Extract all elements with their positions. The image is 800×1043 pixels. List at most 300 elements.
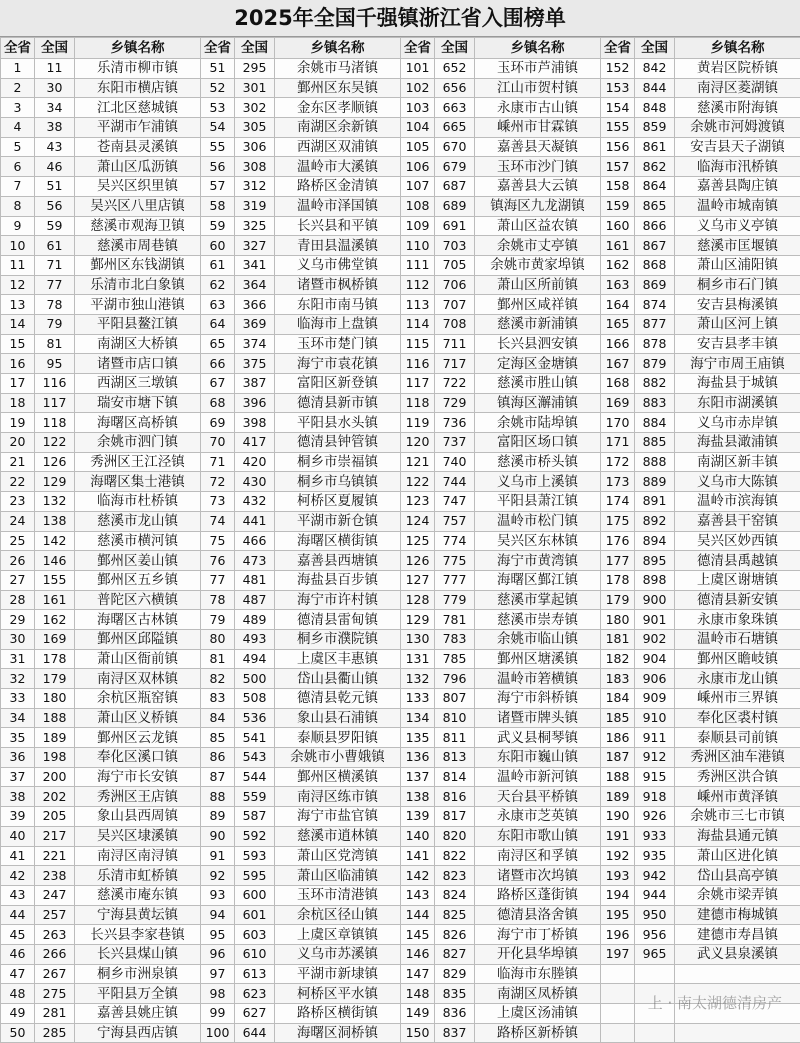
town-name: 海宁市袁花镇 [275,354,401,374]
town-name: 临海市上盘镇 [275,314,401,334]
town-name [675,984,800,1004]
national-rank: 935 [635,846,675,866]
province-rank: 41 [1,846,35,866]
town-name: 南浔区菱湖镇 [675,78,800,98]
province-rank: 2 [1,78,35,98]
province-rank [601,1023,635,1043]
national-rank: 117 [35,393,75,413]
province-rank: 161 [601,236,635,256]
province-rank: 145 [401,925,435,945]
ranking-table [0,37,800,1043]
national-rank: 656 [435,78,475,98]
town-name: 平阳县鳌江镇 [75,314,201,334]
table-row [1,492,800,512]
province-rank: 3 [1,98,35,118]
town-name: 海盐县百步镇 [275,570,401,590]
province-rank: 158 [601,177,635,197]
town-name: 青田县温溪镇 [275,236,401,256]
province-rank: 150 [401,1023,435,1043]
header-nat-rank: 全国 [35,38,75,59]
town-name: 秀洲区王店镇 [75,787,201,807]
town-name: 秀洲区王江泾镇 [75,452,201,472]
table-row [1,905,800,925]
national-rank: 915 [635,767,675,787]
province-rank: 114 [401,314,435,334]
town-name: 安吉县孝丰镇 [675,334,800,354]
province-rank: 136 [401,748,435,768]
province-rank: 177 [601,551,635,571]
province-rank: 29 [1,610,35,630]
national-rank: 891 [635,492,675,512]
town-name: 鄞州区云龙镇 [75,728,201,748]
town-name: 路桥区蓬街镇 [475,885,601,905]
town-name: 温岭市泽国镇 [275,196,401,216]
town-name: 乐清市虹桥镇 [75,866,201,886]
national-rank: 703 [435,236,475,256]
province-rank: 139 [401,807,435,827]
national-rank: 910 [635,708,675,728]
town-name: 嘉善县天凝镇 [475,137,601,157]
province-rank: 119 [401,413,435,433]
town-name: 海宁市盐官镇 [275,807,401,827]
province-rank: 117 [401,374,435,394]
table-row [1,1023,800,1043]
national-rank: 312 [235,177,275,197]
province-rank: 25 [1,531,35,551]
national-rank: 544 [235,767,275,787]
national-rank: 894 [635,531,675,551]
town-name: 萧山区进化镇 [675,846,800,866]
province-rank: 192 [601,846,635,866]
province-rank: 156 [601,137,635,157]
town-name: 桐乡市濮院镇 [275,629,401,649]
national-rank: 817 [435,807,475,827]
national-rank: 275 [35,984,75,1004]
national-rank: 911 [635,728,675,748]
national-rank: 38 [35,118,75,138]
page-title: 2025年全国千强镇浙江省入围榜单 [0,0,800,37]
province-rank [601,964,635,984]
national-rank: 933 [635,826,675,846]
national-rank: 878 [635,334,675,354]
town-name: 余杭区径山镇 [275,905,401,925]
province-rank: 130 [401,629,435,649]
province-rank: 91 [201,846,235,866]
province-rank: 22 [1,472,35,492]
national-rank: 906 [635,669,675,689]
national-rank: 79 [35,314,75,334]
national-rank: 869 [635,275,675,295]
province-rank: 61 [201,255,235,275]
province-rank: 182 [601,649,635,669]
national-rank: 494 [235,649,275,669]
national-rank: 420 [235,452,275,472]
table-row [1,216,800,236]
town-name: 东阳市横店镇 [75,78,201,98]
province-rank: 79 [201,610,235,630]
town-name: 萧山区益农镇 [475,216,601,236]
town-name: 诸暨市牌头镇 [475,708,601,728]
town-name: 平湖市新仓镇 [275,511,401,531]
national-rank: 737 [435,433,475,453]
town-name: 嘉善县西塘镇 [275,551,401,571]
town-name: 鄞州区五乡镇 [75,570,201,590]
national-rank: 868 [635,255,675,275]
town-name: 吴兴区妙西镇 [675,531,800,551]
town-name: 德清县钟管镇 [275,433,401,453]
province-rank: 44 [1,905,35,925]
table-row [1,452,800,472]
national-rank: 705 [435,255,475,275]
town-name: 吴兴区八里店镇 [75,196,201,216]
town-name: 秀洲区洪合镇 [675,767,800,787]
town-name: 鄞州区横溪镇 [275,767,401,787]
table-row [1,964,800,984]
province-rank: 14 [1,314,35,334]
town-name: 奉化区溪口镇 [75,748,201,768]
table-row [1,866,800,886]
town-name: 嘉善县干窑镇 [675,511,800,531]
province-rank: 33 [1,689,35,709]
town-name: 桐乡市乌镇镇 [275,472,401,492]
province-rank: 31 [1,649,35,669]
national-rank: 627 [235,1004,275,1024]
national-rank: 198 [35,748,75,768]
town-name: 普陀区六横镇 [75,590,201,610]
national-rank: 736 [435,413,475,433]
town-name: 上虞区谢塘镇 [675,570,800,590]
province-rank: 55 [201,137,235,157]
national-rank: 708 [435,314,475,334]
province-rank: 23 [1,492,35,512]
town-name: 乐清市柳市镇 [75,59,201,79]
province-rank: 197 [601,944,635,964]
national-rank [635,1023,675,1043]
province-rank: 95 [201,925,235,945]
town-name: 玉环市楚门镇 [275,334,401,354]
national-rank: 652 [435,59,475,79]
national-rank: 341 [235,255,275,275]
town-name: 象山县石浦镇 [275,708,401,728]
national-rank: 267 [35,964,75,984]
province-rank: 129 [401,610,435,630]
national-rank: 889 [635,472,675,492]
province-rank: 68 [201,393,235,413]
town-name: 江北区慈城镇 [75,98,201,118]
province-rank: 126 [401,551,435,571]
province-rank: 170 [601,413,635,433]
town-name: 天台县平桥镇 [475,787,601,807]
national-rank: 205 [35,807,75,827]
national-rank: 623 [235,984,275,1004]
national-rank: 814 [435,767,475,787]
province-rank: 133 [401,689,435,709]
town-name: 温岭市松门镇 [475,511,601,531]
national-rank: 825 [435,905,475,925]
town-name: 萧山区瓜沥镇 [75,157,201,177]
town-name: 柯桥区夏履镇 [275,492,401,512]
national-rank: 325 [235,216,275,236]
national-rank: 785 [435,649,475,669]
province-rank: 120 [401,433,435,453]
province-rank: 40 [1,826,35,846]
national-rank: 375 [235,354,275,374]
province-rank: 146 [401,944,435,964]
town-name [675,1004,800,1024]
town-name: 镇海区澥浦镇 [475,393,601,413]
header-prov-rank: 全省 [1,38,35,59]
town-name: 慈溪市崇寿镇 [475,610,601,630]
town-name: 东阳市南马镇 [275,295,401,315]
national-rank: 180 [35,689,75,709]
province-rank: 52 [201,78,235,98]
national-rank: 687 [435,177,475,197]
province-rank: 196 [601,925,635,945]
national-rank: 912 [635,748,675,768]
province-rank: 154 [601,98,635,118]
town-name: 平阳县万全镇 [75,984,201,1004]
town-name: 慈溪市附海镇 [675,98,800,118]
town-name: 萧山区义桥镇 [75,708,201,728]
national-rank: 473 [235,551,275,571]
province-rank: 60 [201,236,235,256]
town-name: 海宁市黄湾镇 [475,551,601,571]
national-rank: 722 [435,374,475,394]
table-row [1,196,800,216]
province-rank: 6 [1,157,35,177]
national-rank: 396 [235,393,275,413]
table-row [1,314,800,334]
national-rank: 78 [35,295,75,315]
town-name: 义乌市上溪镇 [475,472,601,492]
town-name: 长兴县李家巷镇 [75,925,201,945]
province-rank: 38 [1,787,35,807]
national-rank: 43 [35,137,75,157]
province-rank: 73 [201,492,235,512]
town-name: 海宁市周王庙镇 [675,354,800,374]
national-rank: 823 [435,866,475,886]
table-row [1,472,800,492]
province-rank: 47 [1,964,35,984]
province-rank [601,984,635,1004]
national-rank: 146 [35,551,75,571]
province-rank: 152 [601,59,635,79]
town-name: 岱山县衢山镇 [275,669,401,689]
national-rank: 892 [635,511,675,531]
table-row [1,511,800,531]
table-row [1,885,800,905]
town-name: 萧山区所前镇 [475,275,601,295]
province-rank: 5 [1,137,35,157]
town-name: 海曙区古林镇 [75,610,201,630]
town-name: 东阳市湖溪镇 [675,393,800,413]
town-name: 萧山区临浦镇 [275,866,401,886]
table-row [1,570,800,590]
national-rank: 61 [35,236,75,256]
town-name: 象山县西周镇 [75,807,201,827]
town-name: 海曙区高桥镇 [75,413,201,433]
province-rank: 160 [601,216,635,236]
province-rank: 165 [601,314,635,334]
province-rank: 96 [201,944,235,964]
province-rank: 106 [401,157,435,177]
national-rank: 824 [435,885,475,905]
national-rank: 142 [35,531,75,551]
national-rank: 77 [35,275,75,295]
town-name: 宁海县西店镇 [75,1023,201,1043]
national-rank: 610 [235,944,275,964]
province-rank: 42 [1,866,35,886]
national-rank: 295 [235,59,275,79]
province-rank: 67 [201,374,235,394]
table-row [1,787,800,807]
town-name: 慈溪市龙山镇 [75,511,201,531]
town-name: 余姚市陆埠镇 [475,413,601,433]
table-row [1,944,800,964]
header-town-name: 乡镇名称 [475,38,601,59]
town-name: 鄞州区瞻岐镇 [675,649,800,669]
town-name: 平阳县水头镇 [275,413,401,433]
town-name: 海盐县于城镇 [675,374,800,394]
province-rank: 188 [601,767,635,787]
town-name: 海盐县澉浦镇 [675,433,800,453]
province-rank: 32 [1,669,35,689]
national-rank: 543 [235,748,275,768]
national-rank: 285 [35,1023,75,1043]
town-name: 西湖区双浦镇 [275,137,401,157]
table-row [1,78,800,98]
national-rank: 327 [235,236,275,256]
table-row [1,767,800,787]
national-rank: 221 [35,846,75,866]
province-rank: 86 [201,748,235,768]
town-name: 温岭市城南镇 [675,196,800,216]
province-rank: 66 [201,354,235,374]
province-rank: 89 [201,807,235,827]
header-nat-rank: 全国 [435,38,475,59]
national-rank: 178 [35,649,75,669]
town-name: 秀洲区油车港镇 [675,748,800,768]
town-name: 海宁市长安镇 [75,767,201,787]
town-name: 海曙区横街镇 [275,531,401,551]
header-town-name: 乡镇名称 [675,38,800,59]
province-rank: 195 [601,905,635,925]
province-rank: 48 [1,984,35,1004]
town-name: 余姚市三七市镇 [675,807,800,827]
town-name: 嘉善县姚庄镇 [75,1004,201,1024]
national-rank: 864 [635,177,675,197]
national-rank: 302 [235,98,275,118]
town-name: 德清县乾元镇 [275,689,401,709]
national-rank: 441 [235,511,275,531]
town-name: 平湖市独山港镇 [75,295,201,315]
national-rank: 364 [235,275,275,295]
town-name: 诸暨市次坞镇 [475,866,601,886]
table-row [1,531,800,551]
province-rank: 128 [401,590,435,610]
town-name: 吴兴区织里镇 [75,177,201,197]
province-rank: 58 [201,196,235,216]
province-rank: 57 [201,177,235,197]
national-rank: 257 [35,905,75,925]
national-rank: 965 [635,944,675,964]
province-rank: 20 [1,433,35,453]
province-rank: 4 [1,118,35,138]
table-row [1,334,800,354]
town-name: 德清县新市镇 [275,393,401,413]
national-rank: 118 [35,413,75,433]
table-row [1,807,800,827]
province-rank: 140 [401,826,435,846]
national-rank: 200 [35,767,75,787]
table-row [1,728,800,748]
province-rank: 76 [201,551,235,571]
town-name: 南湖区新丰镇 [675,452,800,472]
province-rank: 77 [201,570,235,590]
town-name: 南湖区凤桥镇 [475,984,601,1004]
province-rank: 8 [1,196,35,216]
national-rank: 884 [635,413,675,433]
national-rank: 848 [635,98,675,118]
town-name: 建德市寿昌镇 [675,925,800,945]
town-name: 临海市东塍镇 [475,964,601,984]
table-row [1,177,800,197]
national-rank: 126 [35,452,75,472]
town-name: 海曙区鄞江镇 [475,570,601,590]
town-name: 临海市杜桥镇 [75,492,201,512]
national-rank: 757 [435,511,475,531]
national-rank: 679 [435,157,475,177]
national-rank: 877 [635,314,675,334]
province-rank: 143 [401,885,435,905]
town-name: 余姚市小曹娥镇 [275,748,401,768]
national-rank: 879 [635,354,675,374]
town-name: 慈溪市匡堰镇 [675,236,800,256]
province-rank: 127 [401,570,435,590]
town-name: 定海区金塘镇 [475,354,601,374]
table-row [1,255,800,275]
province-rank: 19 [1,413,35,433]
province-rank: 105 [401,137,435,157]
province-rank: 168 [601,374,635,394]
watermark: 上 · 南太湖德清房产 [648,992,782,1013]
province-rank: 155 [601,118,635,138]
province-rank: 138 [401,787,435,807]
national-rank: 592 [235,826,275,846]
national-rank: 807 [435,689,475,709]
town-name: 慈溪市横河镇 [75,531,201,551]
town-name: 义乌市赤岸镇 [675,413,800,433]
town-name: 慈溪市掌起镇 [475,590,601,610]
province-rank: 172 [601,452,635,472]
national-rank: 417 [235,433,275,453]
town-name: 岱山县高亭镇 [675,866,800,886]
town-name: 嵊州市甘霖镇 [475,118,601,138]
province-rank: 181 [601,629,635,649]
national-rank: 926 [635,807,675,827]
province-rank: 184 [601,689,635,709]
national-rank: 179 [35,669,75,689]
province-rank: 115 [401,334,435,354]
header-prov-rank: 全省 [601,38,635,59]
national-rank: 500 [235,669,275,689]
national-rank: 670 [435,137,475,157]
national-rank: 481 [235,570,275,590]
town-name: 长兴县煤山镇 [75,944,201,964]
national-rank: 138 [35,511,75,531]
national-rank: 813 [435,748,475,768]
province-rank: 147 [401,964,435,984]
